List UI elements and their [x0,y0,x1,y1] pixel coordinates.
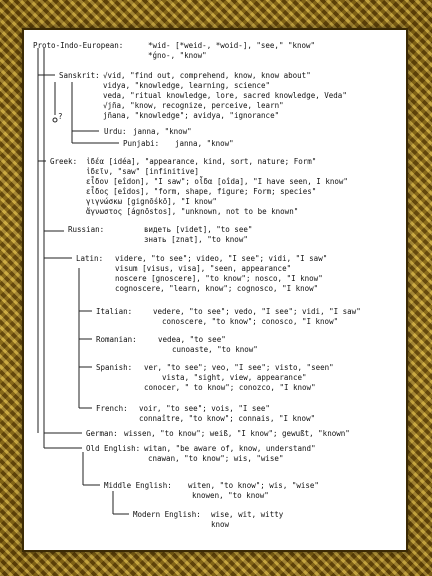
old-english-line-2: cnawan, "to know"; wis, "wise" [148,454,284,463]
latin-line-3: noscere [gnoscere], "to know"; nosco, "I know" [115,274,323,283]
greek-line-1: ἰδέα [idéa], "appearance, kind, sort, nature; Form" [86,157,317,166]
modern-english-label: Modern English: [133,510,201,519]
spanish-line-1: ver, "to see"; veo, "I see"; visto, "seen" [144,363,334,372]
greek-line-6: ἄγνωστος [ágnōstos], "unknown, not to be known" [86,207,299,216]
root-line-1: *wid- [*weid-, *woid-], "see," "know" [148,41,316,50]
french-line-1: voir, "to see"; vois, "I see" [139,404,270,413]
root-label: Proto-Indo-European: [33,41,124,50]
french-label: French: [96,404,128,413]
sanskrit-line-4: √jña, "know, recognize, perceive, learn" [103,101,284,110]
italian-line-2: conoscere, "to know"; conosco, "I know" [162,317,339,326]
spanish-line-3: conocer, " to know"; conozco, "I know" [144,383,316,392]
latin-line-1: videre, "to see"; video, "I see"; vidi, "I saw" [115,254,328,263]
modern-english-line-2: know [211,520,230,529]
uncertain-link-node [53,118,57,122]
modern-english-line-1: wise, wit, witty [211,510,284,519]
punjabi-line-1: janna, "know" [175,139,234,148]
greek-line-2: ἰδεῖν, "saw" [infinitive] [86,167,199,176]
sanskrit-line-2: vidya, "knowledge, learning, science" [103,81,271,90]
root-line-2: *ǵno-, "know" [148,51,207,60]
french-line-2: connaître, "to know"; connais, "I know" [139,414,316,423]
greek-line-4: εἶδος [eîdos], "form, shape, figure; Form; species" [86,187,317,196]
italian-line-1: vedere, "to see"; vedo, "I see"; vidi, "I saw" [153,307,361,316]
etymology-tree-panel [24,30,406,550]
italian-label: Italian: [96,307,133,316]
latin-line-4: cognoscere, "learn, know"; cognosco, "I know" [115,284,319,293]
middle-english-line-1: witen, "to know"; wis, "wise" [188,481,319,490]
russian-line-1: видеть [videt], "to see" [144,225,253,234]
latin-label: Latin: [76,254,104,263]
spanish-label: Spanish: [96,363,133,372]
old-english-line-1: witan, "be aware of, know, understand" [144,444,316,453]
german-line-1: wissen, "to know"; weiß, "I know"; gewußt, "known" [124,429,350,438]
greek-line-5: γιγνώσκω [gignṓskō], "I know" [86,197,217,206]
russian-label: Russian: [68,225,105,234]
german-label: German: [86,429,118,438]
russian-line-2: знать [znat], "to know" [144,235,248,244]
urdu-label: Urdu: [104,127,127,136]
old-english-label: Old English: [86,444,141,453]
sanskrit-line-5: jñana, "knowledge"; avidya, "ignorance" [103,111,280,120]
middle-english-label: Middle English: [104,481,172,490]
question-mark: ? [58,112,63,121]
romanian-line-2: cunoaste, "to know" [172,345,258,354]
spanish-line-2: vista, "sight, view, appearance" [162,373,307,382]
punjabi-label: Punjabi: [123,139,160,148]
romanian-label: Romanian: [96,335,137,344]
sanskrit-line-1: √vid, "find out, comprehend, know, know about" [103,71,311,80]
middle-english-line-2: knowen, "to know" [192,491,269,500]
sanskrit-line-3: veda, "ritual knowledge, lore, sacred knowledge, Veda" [103,91,347,100]
urdu-line-1: janna, "know" [133,127,192,136]
greek-line-3: εἶδον [eîdon], "I saw"; οἶδα [oîda], "I have seen, I know" [86,177,348,186]
romanian-line-1: vedea, "to see" [158,335,226,344]
sanskrit-label: Sanskrit: [59,71,100,80]
latin-line-2: visum [visus, visa], "seen, appearance" [115,264,292,273]
greek-label: Greek: [50,157,78,166]
